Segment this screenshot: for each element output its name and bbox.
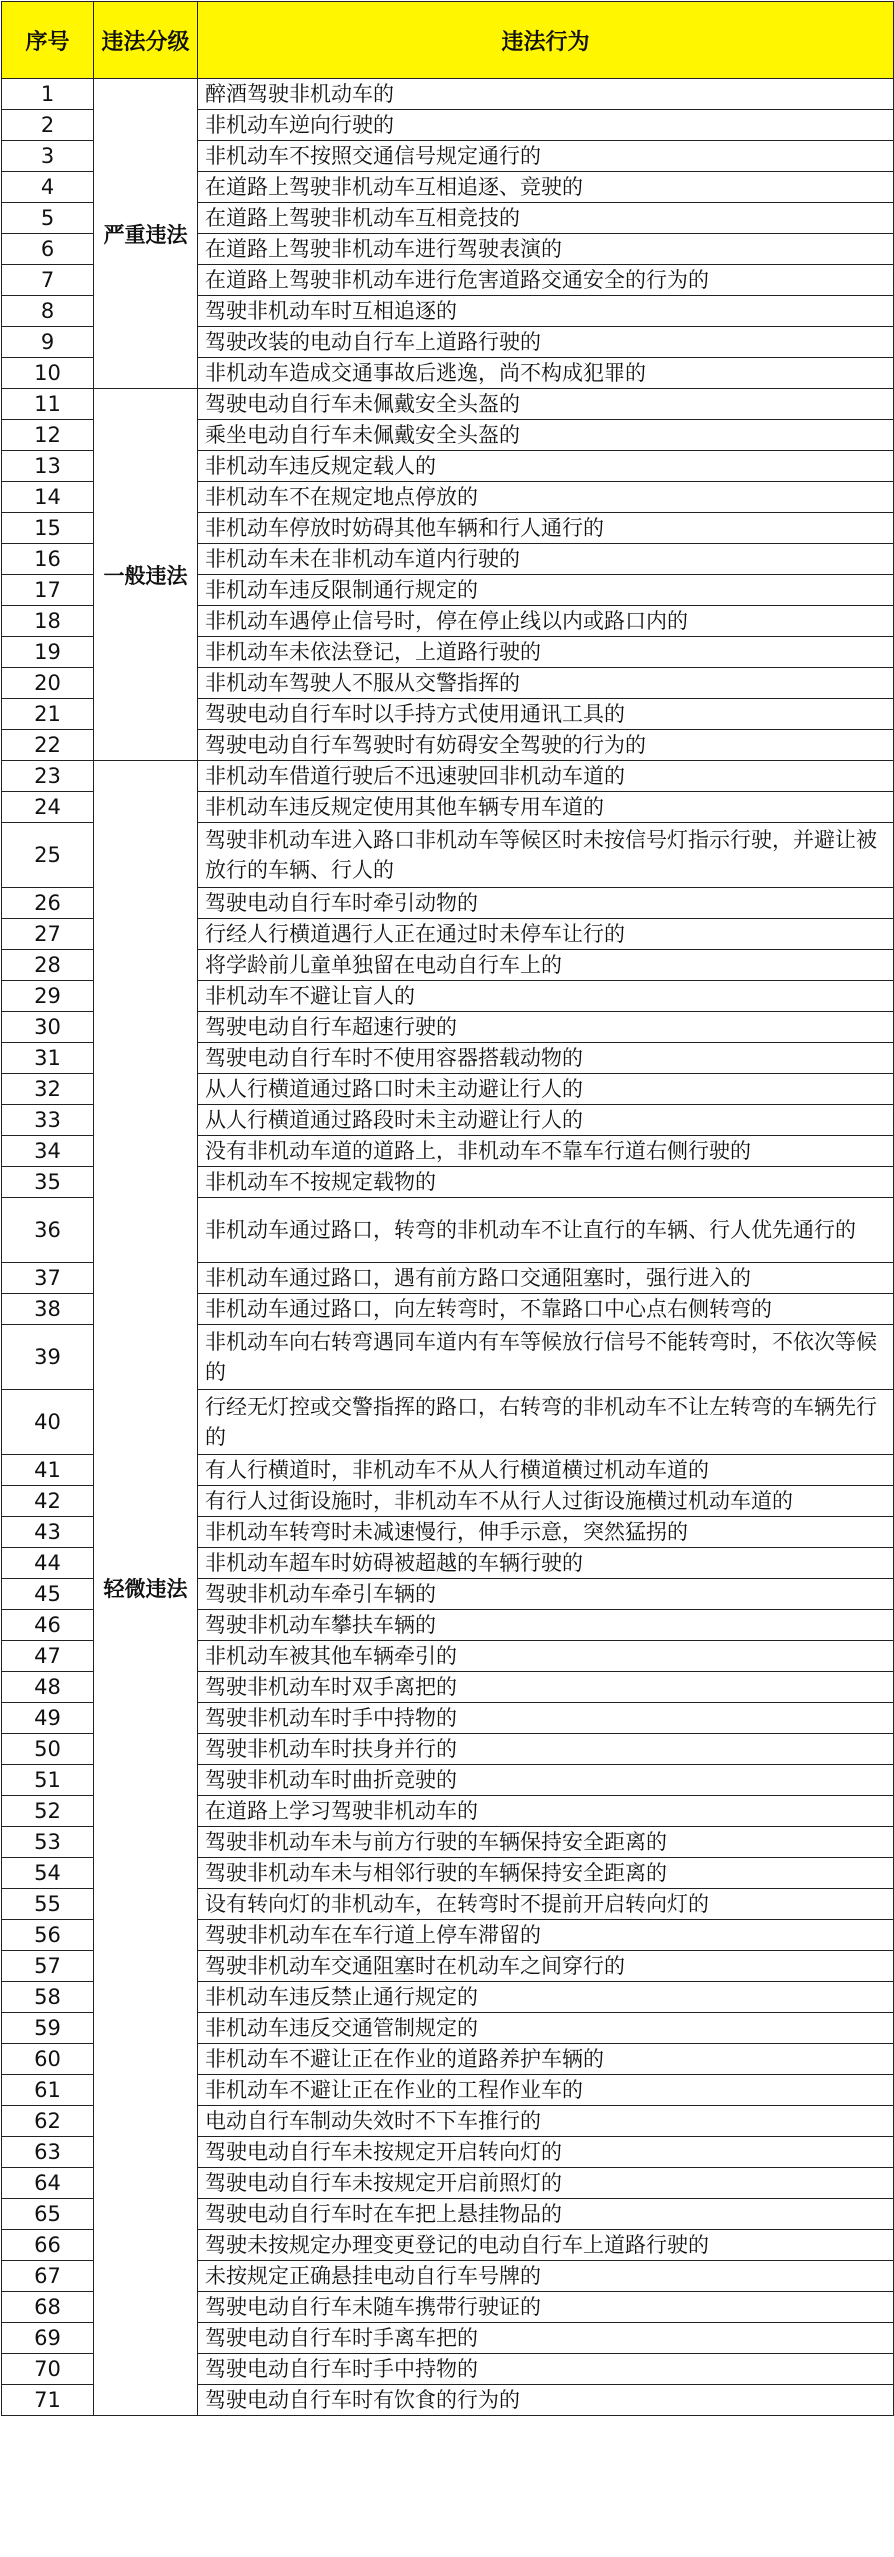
row-number: 41 [2, 1455, 94, 1486]
row-number: 67 [2, 2261, 94, 2292]
row-number: 54 [2, 1858, 94, 1889]
violation-description: 驾驶电动自行车驾驶时有妨碍安全驾驶的行为的 [198, 730, 894, 761]
violation-description: 非机动车造成交通事故后逃逸，尚不构成犯罪的 [198, 358, 894, 389]
row-number: 10 [2, 358, 94, 389]
row-number: 32 [2, 1074, 94, 1105]
row-number: 52 [2, 1796, 94, 1827]
violation-description: 非机动车违反规定使用其他车辆专用车道的 [198, 792, 894, 823]
row-number: 34 [2, 1136, 94, 1167]
row-number: 66 [2, 2230, 94, 2261]
violation-description: 驾驶电动自行车未按规定开启前照灯的 [198, 2168, 894, 2199]
violation-description: 非机动车通过路口，遇有前方路口交通阻塞时，强行进入的 [198, 1263, 894, 1294]
violation-description: 非机动车不避让正在作业的道路养护车辆的 [198, 2044, 894, 2075]
violation-description: 非机动车不避让正在作业的工程作业车的 [198, 2075, 894, 2106]
column-header-number: 序号 [2, 2, 94, 79]
row-number: 14 [2, 482, 94, 513]
row-number: 31 [2, 1043, 94, 1074]
violation-description: 驾驶电动自行车时手中持物的 [198, 2354, 894, 2385]
violation-description: 驾驶非机动车交通阻塞时在机动车之间穿行的 [198, 1951, 894, 1982]
row-number: 11 [2, 389, 94, 420]
violation-description: 非机动车违反限制通行规定的 [198, 575, 894, 606]
row-number: 28 [2, 950, 94, 981]
column-header-level: 违法分级 [94, 2, 198, 79]
row-number: 65 [2, 2199, 94, 2230]
row-number: 56 [2, 1920, 94, 1951]
violation-description: 非机动车停放时妨碍其他车辆和行人通行的 [198, 513, 894, 544]
violation-description: 将学龄前儿童单独留在电动自行车上的 [198, 950, 894, 981]
row-number: 47 [2, 1641, 94, 1672]
row-number: 19 [2, 637, 94, 668]
violation-description: 驾驶电动自行车未按规定开启转向灯的 [198, 2137, 894, 2168]
row-number: 20 [2, 668, 94, 699]
row-number: 61 [2, 2075, 94, 2106]
violation-description: 非机动车未依法登记，上道路行驶的 [198, 637, 894, 668]
row-number: 64 [2, 2168, 94, 2199]
violation-description: 非机动车通过路口，向左转弯时，不靠路口中心点右侧转弯的 [198, 1294, 894, 1325]
row-number: 22 [2, 730, 94, 761]
row-number: 71 [2, 2385, 94, 2416]
row-number: 44 [2, 1548, 94, 1579]
violation-description: 设有转向灯的非机动车，在转弯时不提前开启转向灯的 [198, 1889, 894, 1920]
row-number: 24 [2, 792, 94, 823]
violation-description: 在道路上驾驶非机动车互相竞技的 [198, 203, 894, 234]
row-number: 18 [2, 606, 94, 637]
violation-level: 严重违法 [94, 79, 198, 389]
violation-description: 电动自行车制动失效时不下车推行的 [198, 2106, 894, 2137]
row-number: 51 [2, 1765, 94, 1796]
row-number: 35 [2, 1167, 94, 1198]
violation-description: 在道路上驾驶非机动车进行危害道路交通安全的行为的 [198, 265, 894, 296]
violation-description: 非机动车违反交通管制规定的 [198, 2013, 894, 2044]
violation-description: 驾驶非机动车攀扶车辆的 [198, 1610, 894, 1641]
row-number: 58 [2, 1982, 94, 2013]
violation-description: 非机动车遇停止信号时，停在停止线以内或路口内的 [198, 606, 894, 637]
violation-description: 非机动车违反禁止通行规定的 [198, 1982, 894, 2013]
violation-description: 驾驶非机动车进入路口非机动车等候区时未按信号灯指示行驶，并避让被放行的车辆、行人的 [198, 823, 894, 888]
violation-description: 从人行横道通过路段时未主动避让行人的 [198, 1105, 894, 1136]
violation-description: 驾驶改装的电动自行车上道路行驶的 [198, 327, 894, 358]
violation-description: 乘坐电动自行车未佩戴安全头盔的 [198, 420, 894, 451]
violation-description: 驾驶电动自行车时手离车把的 [198, 2323, 894, 2354]
row-number: 53 [2, 1827, 94, 1858]
row-number: 62 [2, 2106, 94, 2137]
row-number: 30 [2, 1012, 94, 1043]
violation-description: 醉酒驾驶非机动车的 [198, 79, 894, 110]
row-number: 69 [2, 2323, 94, 2354]
row-number: 45 [2, 1579, 94, 1610]
violation-description: 非机动车不在规定地点停放的 [198, 482, 894, 513]
violation-description: 驾驶电动自行车时不使用容器搭载动物的 [198, 1043, 894, 1074]
violation-description: 非机动车不按照交通信号规定通行的 [198, 141, 894, 172]
row-number: 40 [2, 1390, 94, 1455]
row-number: 25 [2, 823, 94, 888]
row-number: 12 [2, 420, 94, 451]
violation-description: 在道路上驾驶非机动车进行驾驶表演的 [198, 234, 894, 265]
row-number: 3 [2, 141, 94, 172]
row-number: 36 [2, 1198, 94, 1263]
violation-description: 驾驶非机动车牵引车辆的 [198, 1579, 894, 1610]
violation-description: 非机动车向右转弯遇同车道内有车等候放行信号不能转弯时，不依次等候的 [198, 1325, 894, 1390]
violation-description: 从人行横道通过路口时未主动避让行人的 [198, 1074, 894, 1105]
row-number: 29 [2, 981, 94, 1012]
row-number: 13 [2, 451, 94, 482]
row-number: 7 [2, 265, 94, 296]
violation-description: 非机动车驾驶人不服从交警指挥的 [198, 668, 894, 699]
violation-description: 驾驶电动自行车未佩戴安全头盔的 [198, 389, 894, 420]
violation-description: 非机动车未在非机动车道内行驶的 [198, 544, 894, 575]
violation-description: 非机动车不按规定载物的 [198, 1167, 894, 1198]
violation-description: 在道路上驾驶非机动车互相追逐、竞驶的 [198, 172, 894, 203]
violation-description: 没有非机动车道的道路上，非机动车不靠车行道右侧行驶的 [198, 1136, 894, 1167]
row-number: 33 [2, 1105, 94, 1136]
row-number: 57 [2, 1951, 94, 1982]
violation-description: 行经人行横道遇行人正在通过时未停车让行的 [198, 919, 894, 950]
row-number: 43 [2, 1517, 94, 1548]
violation-description: 行经无灯控或交警指挥的路口，右转弯的非机动车不让左转弯的车辆先行的 [198, 1390, 894, 1455]
violation-description: 驾驶非机动车未与相邻行驶的车辆保持安全距离的 [198, 1858, 894, 1889]
violation-description: 非机动车通过路口，转弯的非机动车不让直行的车辆、行人优先通行的 [198, 1198, 894, 1263]
column-header-violation: 违法行为 [198, 2, 894, 79]
row-number: 1 [2, 79, 94, 110]
violation-level: 轻微违法 [94, 761, 198, 2416]
violation-description: 驾驶非机动车时互相追逐的 [198, 296, 894, 327]
table-header [2, 2, 894, 79]
row-number: 46 [2, 1610, 94, 1641]
row-number: 70 [2, 2354, 94, 2385]
row-number: 2 [2, 110, 94, 141]
row-number: 9 [2, 327, 94, 358]
table-row [2, 761, 894, 792]
table-row [2, 79, 894, 110]
row-number: 37 [2, 1263, 94, 1294]
violation-description: 驾驶非机动车时双手离把的 [198, 1672, 894, 1703]
violation-description: 非机动车借道行驶后不迅速驶回非机动车道的 [198, 761, 894, 792]
row-number: 48 [2, 1672, 94, 1703]
row-number: 23 [2, 761, 94, 792]
violation-description: 驾驶电动自行车时在车把上悬挂物品的 [198, 2199, 894, 2230]
violation-description: 驾驶电动自行车时牵引动物的 [198, 888, 894, 919]
violation-description: 有人行横道时，非机动车不从人行横道横过机动车道的 [198, 1455, 894, 1486]
violation-description: 驾驶电动自行车时有饮食的行为的 [198, 2385, 894, 2416]
violation-description: 未按规定正确悬挂电动自行车号牌的 [198, 2261, 894, 2292]
row-number: 15 [2, 513, 94, 544]
row-number: 5 [2, 203, 94, 234]
violations-table [1, 1, 894, 2416]
violation-description: 驾驶电动自行车超速行驶的 [198, 1012, 894, 1043]
row-number: 6 [2, 234, 94, 265]
violation-description: 非机动车被其他车辆牵引的 [198, 1641, 894, 1672]
violation-description: 非机动车不避让盲人的 [198, 981, 894, 1012]
table-body [2, 79, 894, 2416]
violation-description: 驾驶非机动车在车行道上停车滞留的 [198, 1920, 894, 1951]
row-number: 21 [2, 699, 94, 730]
row-number: 4 [2, 172, 94, 203]
header-row [2, 2, 894, 79]
violation-description: 有行人过街设施时，非机动车不从行人过街设施横过机动车道的 [198, 1486, 894, 1517]
violation-description: 驾驶非机动车时曲折竞驶的 [198, 1765, 894, 1796]
violation-description: 驾驶电动自行车未随车携带行驶证的 [198, 2292, 894, 2323]
violation-description: 非机动车违反规定载人的 [198, 451, 894, 482]
violation-description: 在道路上学习驾驶非机动车的 [198, 1796, 894, 1827]
violation-description: 非机动车转弯时未减速慢行，伸手示意，突然猛拐的 [198, 1517, 894, 1548]
violation-description: 驾驶未按规定办理变更登记的电动自行车上道路行驶的 [198, 2230, 894, 2261]
row-number: 38 [2, 1294, 94, 1325]
row-number: 60 [2, 2044, 94, 2075]
row-number: 68 [2, 2292, 94, 2323]
violation-description: 驾驶非机动车未与前方行驶的车辆保持安全距离的 [198, 1827, 894, 1858]
violation-description: 非机动车超车时妨碍被超越的车辆行驶的 [198, 1548, 894, 1579]
violation-description: 驾驶电动自行车时以手持方式使用通讯工具的 [198, 699, 894, 730]
violation-level: 一般违法 [94, 389, 198, 761]
row-number: 27 [2, 919, 94, 950]
row-number: 50 [2, 1734, 94, 1765]
row-number: 39 [2, 1325, 94, 1390]
table-row [2, 389, 894, 420]
violation-description: 非机动车逆向行驶的 [198, 110, 894, 141]
row-number: 42 [2, 1486, 94, 1517]
row-number: 26 [2, 888, 94, 919]
row-number: 17 [2, 575, 94, 606]
row-number: 59 [2, 2013, 94, 2044]
violation-description: 驾驶非机动车时扶身并行的 [198, 1734, 894, 1765]
row-number: 8 [2, 296, 94, 327]
row-number: 49 [2, 1703, 94, 1734]
row-number: 55 [2, 1889, 94, 1920]
row-number: 63 [2, 2137, 94, 2168]
row-number: 16 [2, 544, 94, 575]
violation-description: 驾驶非机动车时手中持物的 [198, 1703, 894, 1734]
